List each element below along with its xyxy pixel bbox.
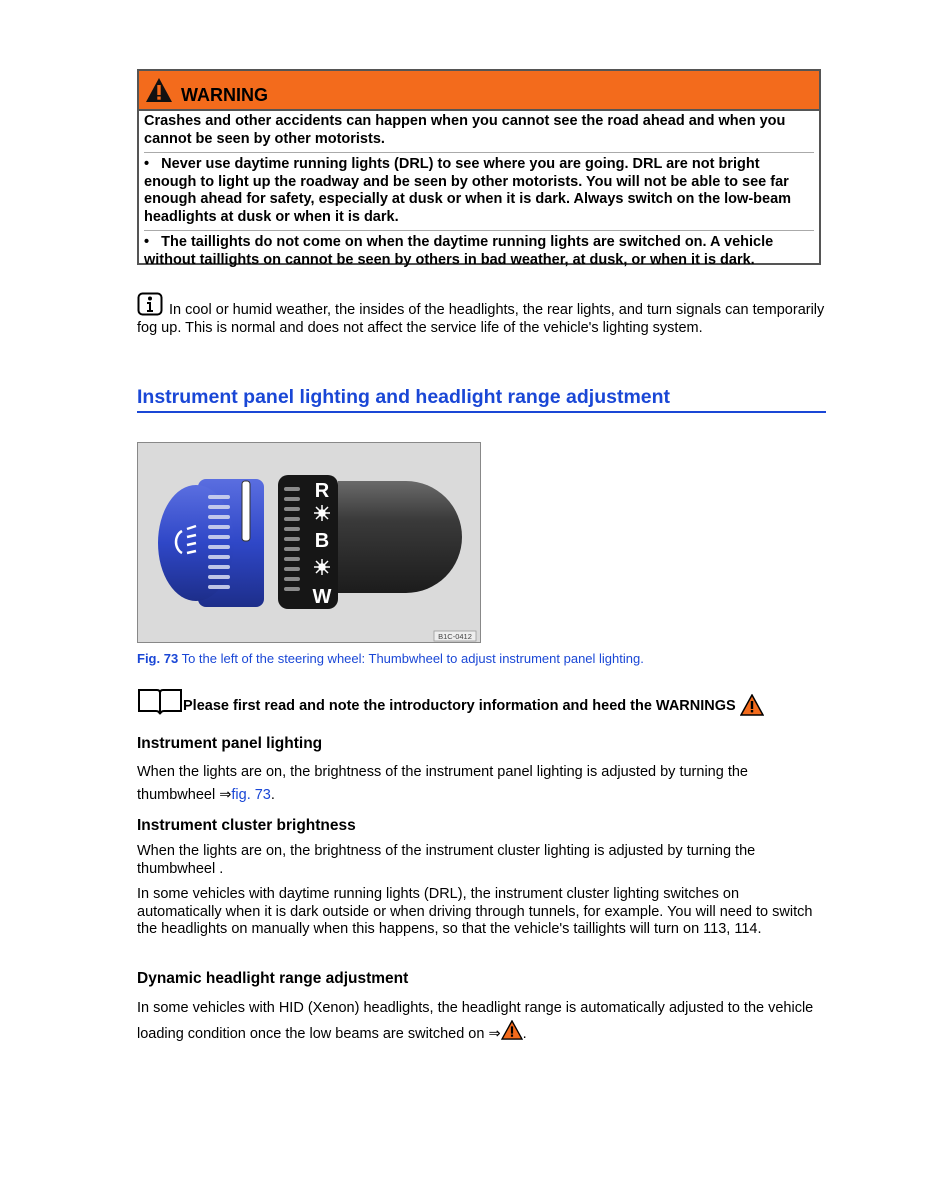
warning-title: WARNING: [181, 84, 268, 105]
dynamic-paragraph: In some vehicles with HID (Xenon) headlights, the headlight range is automatically adjusted to the vehicle loading condition once the low beams are switched on ⇒ .: [137, 1000, 814, 1042]
read-first-line: [137, 686, 764, 716]
warning-header: [139, 71, 819, 111]
warning-triangle-icon: [145, 77, 173, 103]
figure-caption-text: To the left of the steering wheel: Thumbwheel to adjust instrument panel lighting.: [181, 651, 644, 666]
thumbwheel-letter-b: B: [314, 530, 330, 552]
warning-triangle-icon[interactable]: [501, 1020, 523, 1040]
thumbwheel-letter-r: R: [314, 480, 330, 502]
thumbwheel-figure: [137, 442, 481, 643]
info-note: [137, 292, 827, 337]
warning-item: • The taillights do not come on when the daytime running lights are switched on. A vehicle without taillights on cannot be seen by others in bad weather, at dusk, or when it is dark.: [144, 230, 814, 269]
cluster-paragraph-1: When the lights are on, the brightness of the instrument cluster lighting is adjusted by turning the thumbwheel .: [137, 843, 756, 877]
info-icon: [137, 292, 163, 316]
warning-triangle-icon: [740, 694, 764, 716]
panel-paragraph: When the lights are on, the brightness of the instrument panel lighting is adjusted by turning the thumbwheel ⇒fig. 73.: [137, 764, 748, 803]
light-symbol-icon: [314, 505, 330, 521]
info-note-text: In cool or humid weather, the insides of the headlights, the rear lights, and turn signals can temporarily fog up. This is normal and does not affect the service life of the vehicle's lighting system.: [137, 302, 825, 336]
light-symbol-icon: [314, 559, 330, 575]
dynamic-heading: Dynamic headlight range adjustment: [137, 970, 409, 987]
thumbwheel-letter-w: W: [312, 586, 332, 608]
cluster-heading: Instrument cluster brightness: [137, 817, 356, 834]
book-icon: [137, 686, 183, 716]
warning-box: [137, 69, 821, 268]
warning-intro: Crashes and other accidents can happen when you cannot see the road ahead and when you cannot be seen by other motorists.: [144, 113, 786, 147]
warning-body: [139, 111, 819, 269]
panel-heading: Instrument panel lighting: [137, 735, 323, 752]
read-first-text: Please first read and note the introductory information and heed the WARNINGS: [183, 698, 736, 714]
figure-code: B1C-0412: [438, 632, 472, 641]
cluster-paragraph-2: In some vehicles with daytime running lights (DRL), the instrument cluster lighting switches on automatically when it is dark outside or when driving through tunnels, for example. You will need to switch the headlights on manually when this happens, so that the vehicle's taillights will turn on 113, 114.: [137, 886, 813, 937]
figure-caption: [137, 651, 644, 666]
figure-label: Fig. 73: [137, 651, 179, 666]
section-title: Instrument panel lighting and headlight range adjustment: [137, 386, 826, 413]
arrow-icon: ⇒: [488, 1026, 501, 1042]
thumbwheel-illustration: [138, 443, 480, 642]
warning-item: • Never use daytime running lights (DRL) to see where you are going. DRL are not bright enough to light up the roadway and be seen by other motorists. You will not be able to see far enough ahead for safety, especially at dusk or when it is dark. Always switch on the low-beam headlights at dusk or when it is dark.: [144, 152, 814, 226]
arrow-icon: ⇒: [219, 787, 232, 803]
fig-73-link[interactable]: fig. 73: [231, 787, 271, 803]
